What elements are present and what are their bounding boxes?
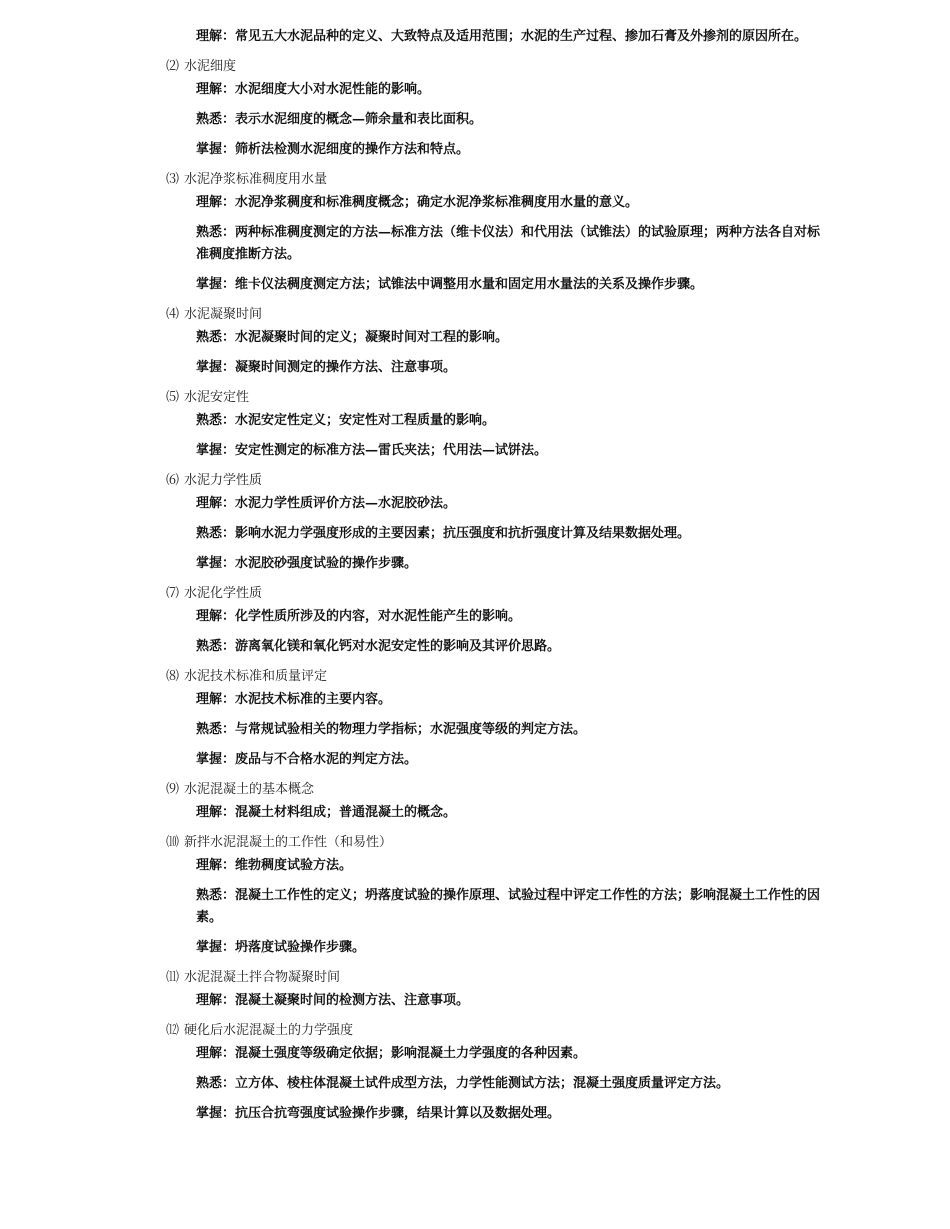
section [0,169,950,296]
item-text: 水泥细度大小对水泥性能的影响。 [235,82,431,97]
requirement-item [196,636,825,658]
item-text: 维勃稠度试验方法。 [235,858,353,873]
document-body [0,26,950,1125]
section-number: ⑹ [166,473,180,488]
section-title: 水泥净浆标准稠度用水量 [184,172,328,187]
section-heading [166,1020,950,1042]
section [0,470,950,575]
requirement-item [196,109,825,131]
requirement-item [196,410,825,432]
item-label: 熟悉： [196,225,236,240]
item-text: 坍落度试验操作步骤。 [235,940,366,955]
section-heading [166,832,950,854]
requirement-item [196,274,825,296]
item-label: 熟悉： [196,1076,236,1091]
item-text: 立方体、棱柱体混凝土试件成型方法，力学性能测试方法；混凝土强度质量评定方法。 [235,1076,730,1091]
item-text: 影响水泥力学强度形成的主要因素；抗压强度和抗折强度计算及结果数据处理。 [235,526,691,541]
item-text: 混凝土工作性的定义；坍落度试验的操作原理、试验过程中评定工作性的方法；影响混凝土工作性的因素。 [196,888,821,925]
item-label: 理解： [196,1046,236,1061]
item-text: 两种标准稠度测定的方法—标准方法（维卡仪法）和代用法（试锥法）的试验原理；两种方法各自对标准稠度推断方法。 [196,225,821,262]
item-text: 筛析法检测水泥细度的操作方法和特点。 [235,142,470,157]
requirement-item [196,855,825,877]
item-label: 熟悉： [196,722,236,737]
item-text: 凝聚时间测定的操作方法、注意事项。 [235,360,457,375]
requirement-item [196,523,825,545]
section-title: 水泥化学性质 [184,586,263,601]
requirement-item [196,749,825,771]
section-title: 水泥力学性质 [184,473,263,488]
section-heading [166,169,950,191]
requirement-item [196,357,825,379]
item-text: 与常规试验相关的物理力学指标；水泥强度等级的判定方法。 [235,722,587,737]
item-label: 掌握： [196,556,236,571]
item-text: 水泥胶砂强度试验的操作步骤。 [235,556,418,571]
section-heading [166,304,950,326]
item-label: 理解： [196,29,236,44]
item-label: 掌握： [196,360,236,375]
item-label: 熟悉： [196,526,236,541]
sections-list [0,56,950,1125]
requirement-item [196,493,825,515]
item-text: 混凝土强度等级确定依据；影响混凝土力学强度的各种因素。 [235,1046,587,1061]
item-text: 化学性质所涉及的内容，对水泥性能产生的影响。 [235,609,522,624]
requirement-item [196,1103,825,1125]
item-text: 表示水泥细度的概念—筛余量和表比面积。 [235,112,483,127]
item-label: 熟悉： [196,330,236,345]
requirement-item [196,606,825,628]
item-text: 废品与不合格水泥的判定方法。 [235,752,418,767]
requirement-item [196,689,825,711]
item-text: 游离氧化镁和氧化钙对水泥安定性的影响及其评价思路。 [235,639,561,654]
item-text: 混凝土材料组成；普通混凝土的概念。 [235,805,457,820]
section-title: 水泥混凝土拌合物凝聚时间 [184,970,341,985]
section-title: 水泥技术标准和质量评定 [184,669,328,684]
item-text: 维卡仪法稠度测定方法；试锥法中调整用水量和固定用水量法的关系及操作步骤。 [235,277,704,292]
requirement-item [196,990,825,1012]
section-heading [166,583,950,605]
section-number: ⑸ [166,390,180,405]
item-label: 掌握： [196,443,236,458]
section-number: ⑺ [166,586,180,601]
requirement-item [196,1073,825,1095]
item-text: 水泥力学性质评价方法—水泥胶砂法。 [235,496,457,511]
requirement-item [196,222,825,266]
item-label: 掌握： [196,1106,236,1121]
section-heading [166,666,950,688]
section-heading [166,470,950,492]
section-number: ⑵ [166,59,180,74]
section [0,967,950,1012]
item-label: 熟悉： [196,413,236,428]
requirement-item [196,440,825,462]
item-text: 水泥净浆稠度和标准稠度概念；确定水泥净浆标准稠度用水量的意义。 [235,195,639,210]
section-number: ⑶ [166,172,180,187]
intro-item [196,26,825,48]
section-title: 水泥细度 [184,59,237,74]
section-number: ⑼ [166,782,180,797]
item-label: 熟悉： [196,888,236,903]
item-text: 水泥凝聚时间的定义；凝聚时间对工程的影响。 [235,330,509,345]
item-label: 理解： [196,195,236,210]
item-label: 掌握： [196,940,236,955]
section-heading [166,779,950,801]
requirement-item [196,79,825,101]
section [0,583,950,658]
section-number: ⑻ [166,669,180,684]
requirement-item [196,937,825,959]
section [0,304,950,379]
section-heading [166,387,950,409]
requirement-item [196,139,825,161]
item-label: 熟悉： [196,112,236,127]
requirement-item [196,1043,825,1065]
item-label: 掌握： [196,277,236,292]
item-text: 安定性测定的标准方法—雷氏夹法；代用法—试饼法。 [235,443,548,458]
item-label: 理解： [196,609,236,624]
requirement-item [196,192,825,214]
item-label: 理解： [196,805,236,820]
section-heading [166,56,950,78]
section [0,1020,950,1125]
section [0,666,950,771]
intro-section [0,26,950,48]
section-title: 硬化后水泥混凝土的力学强度 [184,1023,354,1038]
requirement-item [196,553,825,575]
section-number: ⑷ [166,307,180,322]
item-label: 掌握： [196,142,236,157]
section-title: 水泥凝聚时间 [184,307,263,322]
item-label: 理解： [196,993,236,1008]
section-title: 新拌水泥混凝土的工作性（和易性） [184,835,393,850]
section-number: ⑾ [166,970,180,985]
item-text: 常见五大水泥品种的定义、大致特点及适用范围；水泥的生产过程、掺加石膏及外掺剂的原因所在。 [235,29,808,44]
section [0,832,950,959]
requirement-item [196,719,825,741]
item-label: 理解： [196,496,236,511]
item-label: 熟悉： [196,639,236,654]
item-label: 理解： [196,858,236,873]
item-label: 理解： [196,692,236,707]
section-title: 水泥安定性 [184,390,250,405]
item-text: 水泥安定性定义；安定性对工程质量的影响。 [235,413,496,428]
section [0,56,950,161]
section [0,387,950,462]
section-number: ⑿ [166,1023,180,1038]
requirement-item [196,802,825,824]
requirement-item [196,885,825,929]
item-label: 掌握： [196,752,236,767]
section-heading [166,967,950,989]
item-text: 混凝土凝聚时间的检测方法、注意事项。 [235,993,470,1008]
section-number: ⑽ [166,835,180,850]
section [0,779,950,824]
item-text: 水泥技术标准的主要内容。 [235,692,392,707]
item-text: 抗压合抗弯强度试验操作步骤，结果计算以及数据处理。 [235,1106,561,1121]
item-label: 理解： [196,82,236,97]
section-title: 水泥混凝土的基本概念 [184,782,315,797]
requirement-item [196,327,825,349]
